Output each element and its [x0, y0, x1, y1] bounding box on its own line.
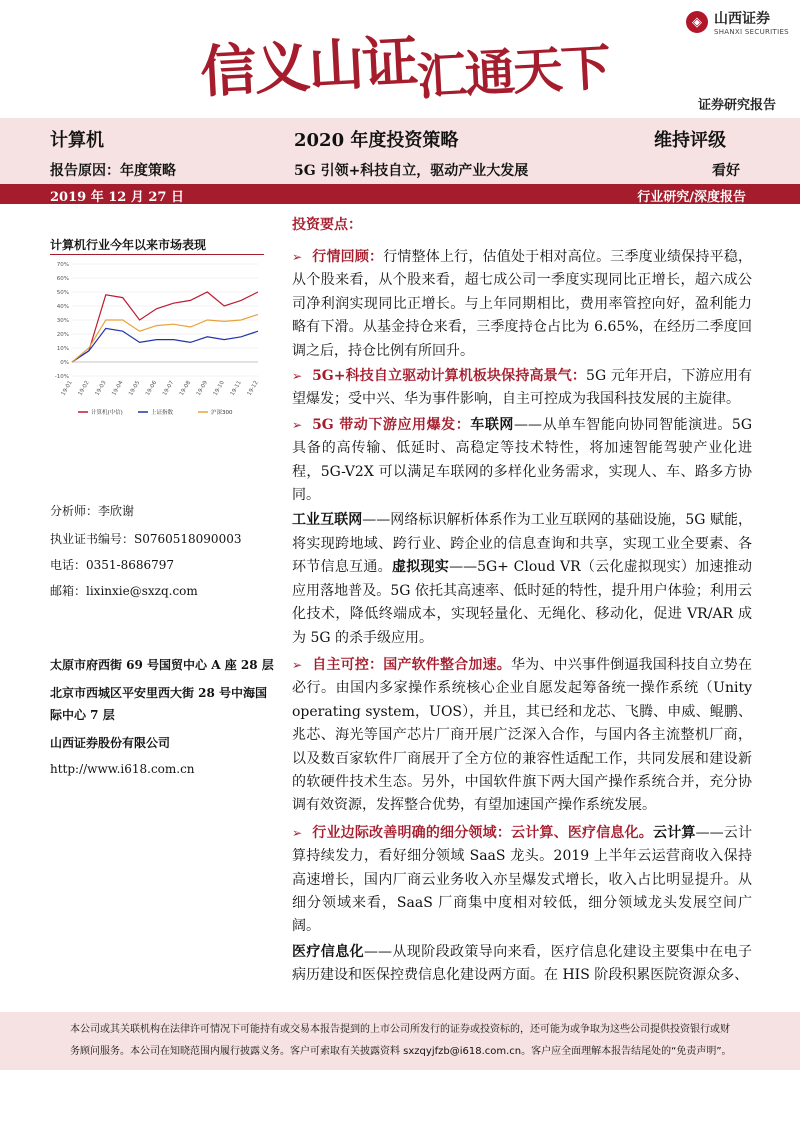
investment-highlights: [292, 214, 752, 988]
bullet-arrow-icon: ➢: [292, 417, 303, 432]
bullet-arrow-icon: ➢: [292, 825, 303, 840]
x-tick-label: 19-09: [195, 380, 210, 397]
y-tick-label: 10%: [56, 346, 69, 352]
analyst-email[interactable]: 邮箱：lixinxie@sxzq.com: [50, 584, 198, 598]
report-title: 2020 年度投资策略: [294, 130, 459, 151]
para-medical-it: 医疗信息化——从现阶段政策导向来看，医疗信息化建设主要集中在电子病历建设和医保控费信息化建设两方面。在 HIS 阶段积累医院资源众多、: [292, 943, 752, 984]
address-line-2: 北京市西城区平安里西大街 28 号中海国际中心 7 层: [50, 686, 268, 722]
chart-title: 计算机行业今年以来市场表现: [50, 238, 207, 252]
y-tick-label: 20%: [56, 332, 69, 338]
chart-title-rule: [50, 254, 264, 255]
bullet-arrow-icon: ➢: [292, 250, 303, 264]
analyst-cert: 执业证书编号：S0760518090003: [50, 532, 242, 546]
disclaimer-line-2: 务顾问服务。本公司在知晓范围内履行披露义务。客户可索取有关披露资料 sxzqyjfzb@i618.com.cn。客户应全面理解本报告结尾处的“免责声明”。: [70, 1046, 732, 1057]
banner: [0, 0, 800, 118]
para-5g-drive: ➢ 5G+科技自立驱动计算机板块保持高景气：5G 元年开启，下游应用有望爆发；受中兴、华为事件影响，自主可控成为我国科技发展的主旋律。: [292, 368, 752, 408]
logo-mark-icon: ◈: [686, 11, 708, 33]
report-subtitle: 5G 引领+科技自立，驱动产业大发展: [294, 163, 529, 179]
disclaimer-footer: [0, 1012, 800, 1070]
y-tick-label: 40%: [56, 304, 69, 310]
market-performance-chart: [50, 258, 264, 422]
legend-label: 沪深300: [211, 410, 233, 416]
disclaimer-line-1: 本公司或其关联机构在法律许可情况下可能持有或交易本报告提到的上市公司所发行的证券或投资标的，还可能为或争取为这些公司提供投资银行或财: [70, 1024, 730, 1035]
para-subsectors: ➢ 行业边际改善明确的细分领域：云计算、医疗信息化。云计算——云计算持续发力，看好细分领域 SaaS 龙头。2019 上半年云运营商收入保持高速增长，国内厂商云业务收入亦呈爆发式增长，收入占比明显提升。从细分领域来看，SaaS 厂商集中度相对较低，细分领域龙头发展空间广阔。: [292, 824, 753, 935]
report-header: [0, 118, 800, 184]
x-tick-label: 19-04: [111, 380, 125, 397]
x-tick-label: 19-10: [212, 380, 226, 397]
bullet-arrow-icon: ➢: [292, 657, 303, 672]
y-tick-label: 60%: [56, 276, 69, 282]
address-line-1: 太原市府西街 69 号国贸中心 A 座 28 层: [50, 658, 274, 672]
analyst-name: 分析师：李欣谢: [50, 504, 135, 518]
x-tick-label: 19-08: [178, 380, 193, 397]
x-tick-label: 19-03: [94, 380, 108, 397]
x-tick-label: 19-06: [145, 380, 159, 397]
slogan-part-1: 信义山证: [198, 29, 418, 106]
para-industrial-internet: 工业互联网——网络标识解析体系作为工业互联网的基础设施，5G 赋能，将实现跨地域、跨行业、跨企业的信息查询和共享，实现工业全要素、各环节信息互通。虚拟现实——5G+ Cloud VR（云化虚拟现实）加速推动应用落地普及。5G 依托其高速率、低时延的特性，提升用户体验；利用云化技术，降低终端成本，实现轻量化、无绳化、移动化，促进 VR/AR 成为 5G 的杀手级应用。: [292, 512, 753, 646]
company-name: 山西证券股份有限公司: [50, 736, 171, 750]
rating-view: 看好: [712, 163, 740, 179]
report-category: 行业研究/深度报告: [637, 190, 746, 205]
company-website[interactable]: http://www.i618.com.cn: [50, 762, 195, 776]
industry-label: 计算机: [50, 130, 104, 151]
rating-label: 维持评级: [654, 130, 726, 151]
y-tick-label: 0%: [60, 360, 69, 366]
logo-cn-text: 山西证券: [714, 11, 770, 27]
analyst-phone: 电话：0351-8686797: [50, 558, 175, 572]
x-tick-label: 19-07: [161, 380, 176, 397]
para-5g-apps: ➢ 5G 带动下游应用爆发：车联网——从单车智能向协同智能演进。5G 具备的高传输、低延时、高稳定等技术特性，将加速智能驾驶产业化进程，5G-V2X 可以满足车联网的多样化业务需求，实现人、车、路多方协同。: [292, 416, 753, 504]
y-tick-label: 50%: [56, 290, 69, 296]
logo-en-text: SHANXI SECURITIES: [714, 28, 789, 36]
x-tick-label: 19-05: [128, 380, 142, 397]
bullet-arrow-icon: ➢: [292, 369, 303, 384]
legend-label: 上证指数: [151, 410, 174, 416]
series-line: [72, 292, 258, 362]
report-date: 2019 年 12 月 27 日: [50, 190, 184, 205]
x-tick-label: 19-02: [77, 380, 91, 397]
y-tick-label: 70%: [56, 262, 69, 268]
y-tick-label: 30%: [56, 318, 69, 324]
x-tick-label: 19-12: [246, 380, 260, 397]
y-tick-label: -10%: [54, 374, 69, 380]
legend-label: 计算机(中信): [91, 410, 123, 416]
series-line: [72, 328, 258, 362]
company-logo: [686, 8, 789, 36]
report-reason: 报告原因：年度策略: [50, 163, 176, 179]
highlights-heading: 投资要点：: [292, 217, 362, 233]
slogan: [198, 7, 610, 108]
x-tick-label: 19-01: [60, 380, 74, 397]
report-type-label: 证券研究报告: [697, 98, 776, 113]
para-self-control: ➢ 自主可控：国产软件整合加速。华为、中兴事件倒逼我国科技自立势在必行。由国内多家操作系统核心企业自愿发起筹备统一操作系统（Unity operating system，UOS），并且，其已经和龙芯、飞腾、申威、鲲鹏、兆芯、海光等国产芯片厂商开展广泛深入合作，与国内各主流整机厂商，以及数百家软件厂商展开了全方位的兼容性适配工作，共同发展和建设新的软硬件技术生态。另外，中国软件旗下两大国产操作系统合并，充分协调有效资源，发挥整合优势，有望加速国产操作系统发展。: [292, 656, 753, 814]
slogan-part-2: 汇通天下: [415, 38, 611, 107]
date-bar: [0, 184, 800, 204]
x-tick-label: 19-11: [229, 380, 243, 397]
para-market-review: ➢ 行情回顾：行情整体上行，估值处于相对高位。三季度业绩保持平稳，从个股来看，从个股来看，超七成公司一季度实现同比正增长，超六成公司净利润实现同比正增长。与上年同期相比，费用率管控向好，盈利能力略有下滑。从基金持仓来看，三季度持仓占比为 6.65%，在经历二季度回调之后，持仓比例有所回升。: [292, 249, 753, 359]
